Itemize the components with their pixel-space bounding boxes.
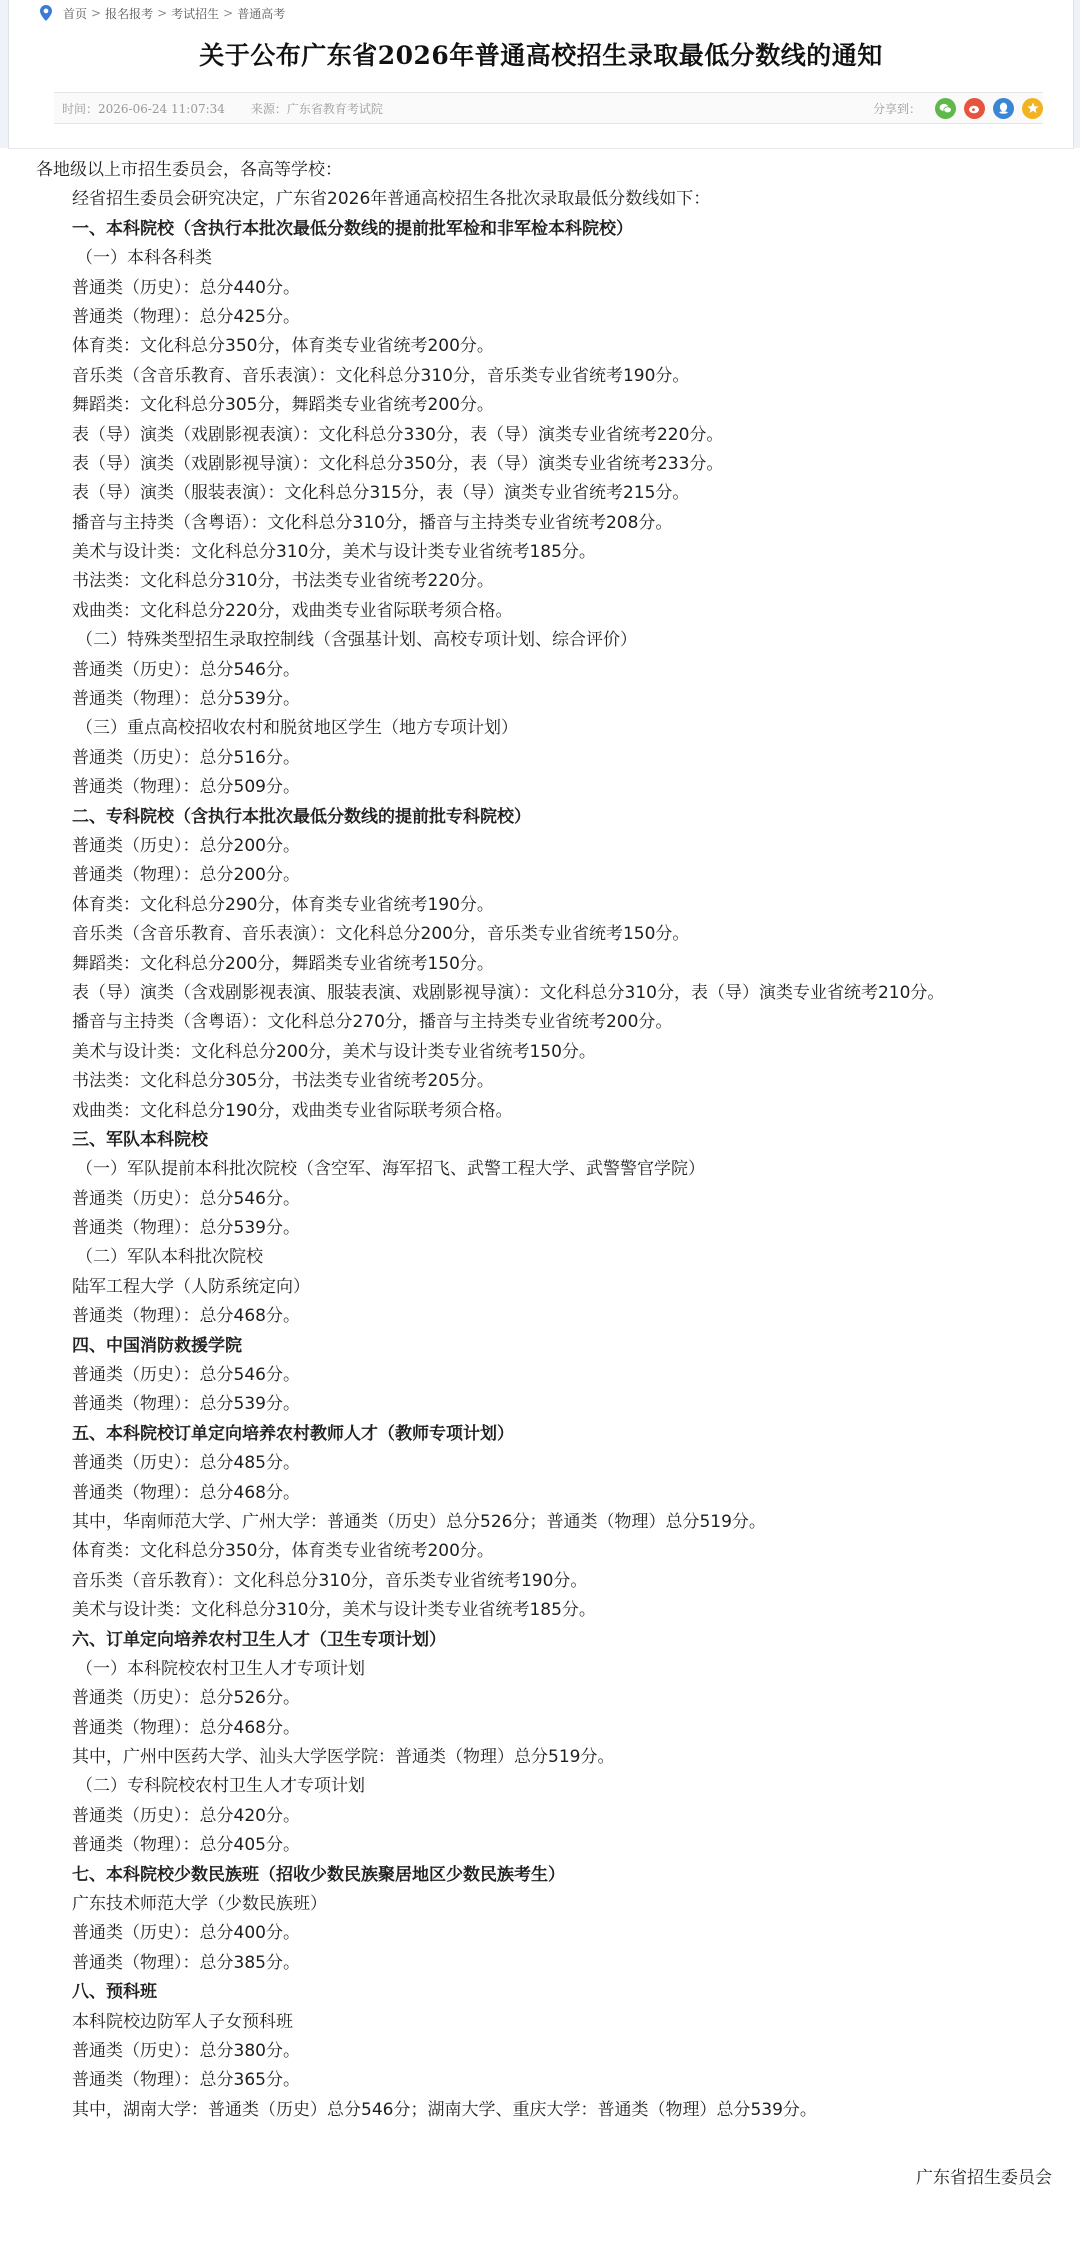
score-line: 音乐类（含音乐教育、音乐表演）：文化科总分310分，音乐类专业省统考190分。 [72, 365, 690, 386]
subsection-heading: （二）军队本科批次院校 [76, 1247, 263, 1268]
score-line: 广东技术师范大学（少数民族班） [72, 1894, 327, 1915]
score-line: 普通类（物理）：总分200分。 [72, 865, 300, 886]
subsection-heading: （三）重点高校招收农村和脱贫地区学生（地方专项计划） [76, 718, 518, 739]
score-line: 普通类（历史）：总分400分。 [72, 1923, 300, 1944]
breadcrumb-kaoshi-link[interactable]: 考试招生 [171, 6, 220, 21]
score-list [0, 215, 1080, 2125]
score-line: 普通类（历史）：总分526分。 [72, 1688, 300, 1709]
score-line: 美术与设计类：文化科总分310分，美术与设计类专业省统考185分。 [72, 542, 596, 563]
score-line: 普通类（物理）：总分539分。 [72, 1394, 300, 1415]
score-line: 书法类：文化科总分310分，书法类专业省统考220分。 [72, 571, 494, 592]
score-line: 普通类（物理）：总分385分。 [72, 1952, 300, 1973]
qq-icon[interactable] [993, 98, 1014, 119]
score-line: 体育类：文化科总分350分，体育类专业省统考200分。 [72, 336, 494, 357]
score-line: 书法类：文化科总分305分，书法类专业省统考205分。 [72, 1071, 494, 1092]
section-heading: 五、本科院校订单定向培养农村教师人才（教师专项计划） [72, 1423, 514, 1444]
section-heading: 六、订单定向培养农村卫生人才（卫生专项计划） [72, 1629, 446, 1650]
section-heading: 四、中国消防救援学院 [72, 1335, 242, 1356]
greeting: 各地级以上市招生委员会，各高等学校： [36, 160, 342, 180]
score-line: 普通类（历史）：总分420分。 [72, 1805, 300, 1826]
score-line: 普通类（历史）：总分440分。 [72, 277, 300, 298]
subsection-heading: （一）本科院校农村卫生人才专项计划 [76, 1658, 365, 1679]
section-heading: 八、预科班 [72, 1982, 157, 2003]
section-heading: 三、军队本科院校 [72, 1129, 208, 1150]
score-line: 播音与主持类（含粤语）：文化科总分310分，播音与主持类专业省统考208分。 [72, 512, 673, 533]
article-source: 来源：广东省教育考试院 [250, 101, 383, 116]
score-line: 其中，广州中医药大学、汕头大学医学院：普通类（物理）总分519分。 [72, 1747, 615, 1768]
section-heading: 七、本科院校少数民族班（招收少数民族聚居地区少数民族考生） [72, 1864, 565, 1885]
left-background-strip [0, 0, 8, 148]
score-line: 普通类（物理）：总分468分。 [72, 1482, 300, 1503]
breadcrumb-separator: > [157, 6, 168, 20]
intro-paragraph: 经省招生委员会研究决定，广东省2026年普通高校招生各批次录取最低分数线如下： [72, 189, 711, 210]
score-line: 戏曲类：文化科总分190分，戏曲类专业省际联考须合格。 [72, 1100, 513, 1121]
breadcrumb [39, 3, 285, 23]
score-line: 陆军工程大学（人防系统定向） [72, 1276, 310, 1297]
score-line: 普通类（物理）：总分539分。 [72, 689, 300, 710]
subsection-heading: （二）特殊类型招生录取控制线（含强基计划、高校专项计划、综合评价） [76, 630, 637, 651]
score-line: 表（导）演类（戏剧影视导演）：文化科总分350分，表（导）演类专业省统考233分。 [72, 453, 724, 474]
score-line: 普通类（历史）：总分546分。 [72, 659, 300, 680]
article-header-panel [8, 0, 1074, 149]
score-line: 表（导）演类（服装表演）：文化科总分315分，表（导）演类专业省统考215分。 [72, 483, 690, 504]
signature: 广东省招生委员会 [916, 2168, 1052, 2188]
share-bar [873, 98, 1043, 119]
score-line: 表（导）演类（含戏剧影视表演、服装表演、戏剧影视导演）：文化科总分310分，表（导）演类专业省统考210分。 [72, 982, 945, 1003]
section-heading: 一、本科院校（含执行本批次最低分数线的提前批军检和非军检本科院校） [72, 218, 633, 239]
section-heading: 二、专科院校（含执行本批次最低分数线的提前批专科院校） [72, 806, 531, 827]
score-line: 普通类（物理）：总分509分。 [72, 777, 300, 798]
score-line: 普通类（物理）：总分468分。 [72, 1717, 300, 1738]
score-line: 普通类（物理）：总分425分。 [72, 306, 300, 327]
score-line: 普通类（历史）：总分200分。 [72, 835, 300, 856]
subsection-heading: （一）本科各科类 [76, 248, 212, 269]
share-label: 分享到： [872, 101, 921, 116]
score-line: 美术与设计类：文化科总分200分，美术与设计类专业省统考150分。 [72, 1041, 596, 1062]
score-line: 戏曲类：文化科总分220分，戏曲类专业省际联考须合格。 [72, 600, 513, 621]
score-line: 美术与设计类：文化科总分310分，美术与设计类专业省统考185分。 [72, 1600, 596, 1621]
score-line: 播音与主持类（含粤语）：文化科总分270分，播音与主持类专业省统考200分。 [72, 1012, 673, 1033]
breadcrumb-separator: > [223, 6, 234, 20]
score-line: 表（导）演类（戏剧影视表演）：文化科总分330分，表（导）演类专业省统考220分。 [72, 424, 724, 445]
score-line: 其中，湖南大学：普通类（历史）总分546分；湖南大学、重庆大学：普通类（物理）总分539分。 [72, 2099, 817, 2120]
score-line: 体育类：文化科总分350分，体育类专业省统考200分。 [72, 1541, 494, 1562]
breadcrumb-baoming-link[interactable]: 报名报考 [105, 6, 154, 21]
publish-time: 时间：2026-06-24 11:07:34 [62, 101, 225, 116]
article-meta-bar [54, 92, 1043, 124]
score-line: 音乐类（含音乐教育、音乐表演）：文化科总分200分，音乐类专业省统考150分。 [72, 924, 690, 945]
breadcrumb-home-link[interactable]: 首页 [63, 6, 88, 21]
score-line: 本科院校边防军人子女预科班 [72, 2011, 293, 2032]
page-title: 关于公布广东省2026年普通高校招生录取最低分数线的通知 [199, 41, 883, 70]
wechat-icon[interactable] [935, 98, 956, 119]
score-line: 普通类（物理）：总分468分。 [72, 1306, 300, 1327]
score-line: 普通类（物理）：总分365分。 [72, 2070, 300, 2091]
breadcrumb-gaokao-link[interactable]: 普通高考 [237, 6, 286, 21]
score-line: 普通类（历史）：总分516分。 [72, 747, 300, 768]
score-line: 其中，华南师范大学、广州大学：普通类（历史）总分526分；普通类（物理）总分519分。 [72, 1511, 766, 1532]
score-line: 普通类（历史）：总分485分。 [72, 1453, 300, 1474]
score-line: 舞蹈类：文化科总分305分，舞蹈类专业省统考200分。 [72, 395, 494, 416]
score-line: 普通类（物理）：总分539分。 [72, 1218, 300, 1239]
score-line: 体育类：文化科总分290分，体育类专业省统考190分。 [72, 894, 494, 915]
score-line: 普通类（历史）：总分546分。 [72, 1365, 300, 1386]
qzone-icon[interactable] [1022, 98, 1043, 119]
score-line: 普通类（物理）：总分405分。 [72, 1835, 300, 1856]
subsection-heading: （二）专科院校农村卫生人才专项计划 [76, 1776, 365, 1797]
subsection-heading: （一）军队提前本科批次院校（含空军、海军招飞、武警工程大学、武警警官学院） [76, 1159, 705, 1180]
score-line: 普通类（历史）：总分380分。 [72, 2041, 300, 2061]
weibo-icon[interactable] [964, 98, 985, 119]
article-body [0, 148, 1080, 2125]
score-line: 普通类（历史）：总分546分。 [72, 1188, 300, 1209]
score-line: 音乐类（音乐教育）：文化科总分310分，音乐类专业省统考190分。 [72, 1570, 588, 1591]
score-line: 舞蹈类：文化科总分200分，舞蹈类专业省统考150分。 [72, 953, 494, 974]
breadcrumb-separator: > [91, 6, 102, 20]
location-pin-icon [39, 5, 53, 21]
